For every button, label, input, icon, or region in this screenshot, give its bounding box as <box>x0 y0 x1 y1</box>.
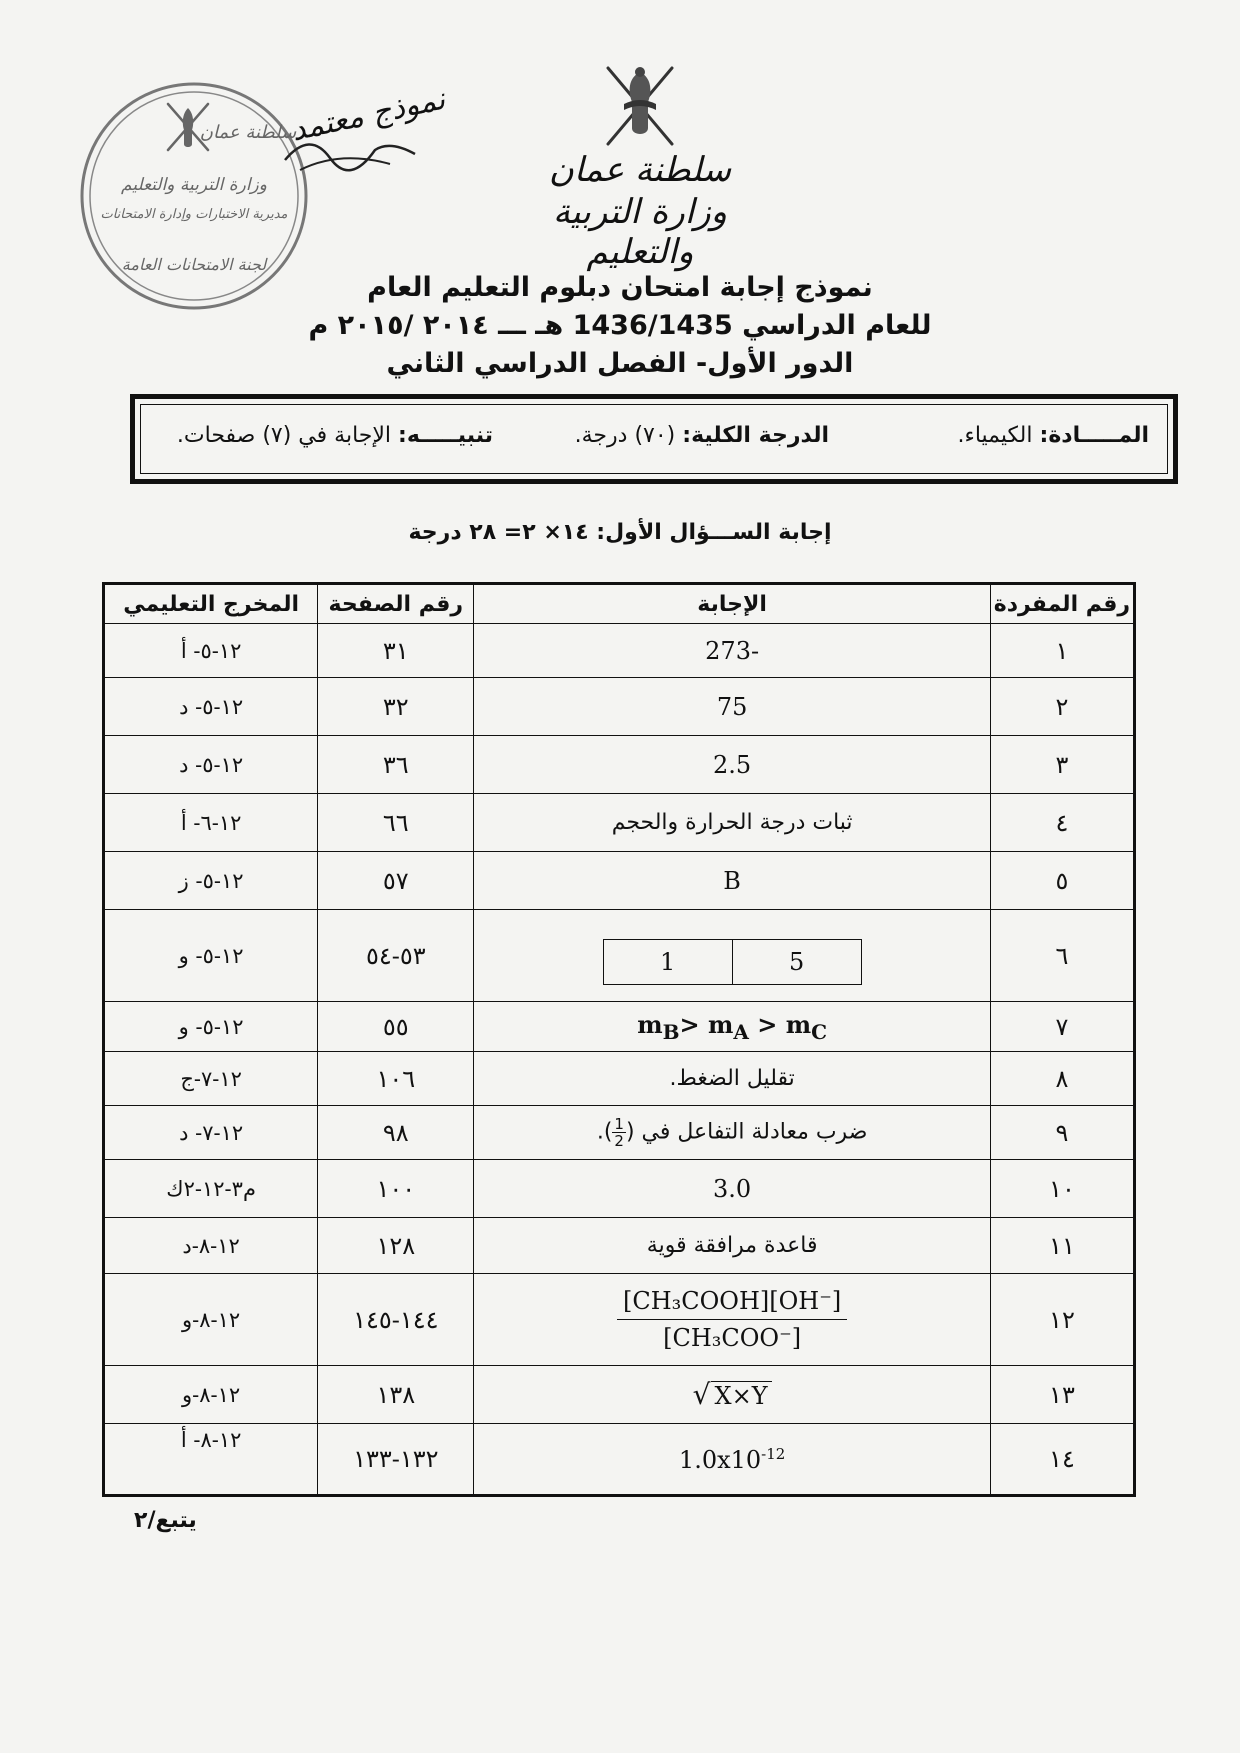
table-header-row <box>104 584 1135 624</box>
header-outcome: المخرج التعليمي <box>104 584 318 624</box>
learning-outcome: ١٢-٥- و <box>104 910 318 1002</box>
mass-subscript-c: C <box>811 1019 828 1044</box>
mass-subscript-a: A <box>733 1019 749 1044</box>
page-number: ٥٧ <box>318 852 474 910</box>
table-row <box>104 678 1135 736</box>
header-item-number: رقم المفردة <box>990 584 1134 624</box>
item-number: ٧ <box>990 1002 1134 1052</box>
table-row <box>104 1424 1135 1496</box>
scientific-notation <box>679 1446 785 1474</box>
academic-year: للعام الدراسي 1436/1435 هـ ـــ ٢٠١٤ /٢٠١٥ م <box>308 310 932 341</box>
ministry-country-name: سلطنة عمان <box>548 150 732 190</box>
learning-outcome: م٣-١٢-٢ك <box>104 1160 318 1218</box>
page-number: ٦٦ <box>318 794 474 852</box>
radicand: X×Y <box>711 1381 772 1410</box>
item-number: ١ <box>990 624 1134 678</box>
notation-exponent: -12 <box>761 1444 786 1463</box>
item-number: ١٢ <box>990 1274 1134 1366</box>
expression-numerator: [CH₃COOH][OH⁻] <box>617 1287 847 1320</box>
item-number: ٢ <box>990 678 1134 736</box>
mass-subscript-b: B <box>662 1019 680 1044</box>
total-grade-value: (٧٠) درجة. <box>574 423 676 448</box>
table-row <box>104 736 1135 794</box>
total-grade-label: الدرجة الكلية: <box>682 423 829 448</box>
exam-session: الدور الأول- الفصل الدراسي الثاني <box>386 348 854 379</box>
answer-cell: تقليل الضغط. <box>474 1052 991 1106</box>
learning-outcome: ١٢-٥- د <box>104 678 318 736</box>
answer-text: ضرب معادلة التفاعل في <box>641 1119 868 1145</box>
subject-label: المـــــادة: <box>1039 423 1149 448</box>
total-grade-info <box>575 423 829 448</box>
fraction-numerator: 1 <box>614 1115 624 1133</box>
radical-sign-icon: √ <box>692 1378 711 1411</box>
table-row <box>104 1052 1135 1106</box>
learning-outcome: ١٢-٦- أ <box>104 794 318 852</box>
mass-symbol: m <box>785 1009 812 1039</box>
page-number: ٥٥ <box>318 1002 474 1052</box>
ministry-name: وزارة التربية والتعليم <box>552 192 728 272</box>
page-number: ١٠٦ <box>318 1052 474 1106</box>
item-number: ٤ <box>990 794 1134 852</box>
exam-info-box <box>130 394 1178 484</box>
table-row <box>104 1366 1135 1424</box>
item-number: ٥ <box>990 852 1134 910</box>
seal-text-directorate: مديرية الاختبارات وإدارة الامتحانات <box>100 207 288 222</box>
page-number: ١٣٢-١٣٣ <box>318 1424 474 1496</box>
item-number: ٦ <box>990 910 1134 1002</box>
page-number: ٣١ <box>318 624 474 678</box>
mass-symbol: m <box>637 1009 663 1039</box>
answer-cell: 2.5 <box>474 736 991 794</box>
notation-base: 1.0x10 <box>678 1445 762 1474</box>
learning-outcome: ١٢-٥- أ <box>104 624 318 678</box>
page-number: ١٢٨ <box>318 1218 474 1274</box>
mass-symbol: m <box>707 1009 734 1039</box>
greater-than-sign: > <box>679 1009 708 1039</box>
fraction-half <box>612 1116 626 1149</box>
learning-outcome: ١٢-٥- د <box>104 736 318 794</box>
learning-outcome: ١٢-٨-د <box>104 1218 318 1274</box>
learning-outcome: ١٢-٨-و <box>104 1366 318 1424</box>
answer-cell <box>474 910 991 1002</box>
answer-cell <box>474 1002 991 1052</box>
page-number: ١٣٨ <box>318 1366 474 1424</box>
subject-info <box>958 423 1150 448</box>
equilibrium-expression <box>617 1287 847 1352</box>
table-row <box>104 1274 1135 1366</box>
answer-cell <box>474 1366 991 1424</box>
learning-outcome: ١٢-٧-ج <box>104 1052 318 1106</box>
oman-emblem-icon <box>598 58 682 154</box>
table-row <box>104 1218 1135 1274</box>
answer-cell: 3.0 <box>474 1160 991 1218</box>
answer-cell <box>474 1424 991 1496</box>
table-row <box>104 1002 1135 1052</box>
item-number: ١٣ <box>990 1366 1134 1424</box>
answer-cell: 75 <box>474 678 991 736</box>
item-number: ١٤ <box>990 1424 1134 1496</box>
seal-text-top: سلطنة عمان <box>199 122 297 143</box>
page-title: نموذج إجابة امتحان دبلوم التعليم العام <box>367 272 873 303</box>
answer-box-left: 1 <box>604 940 733 984</box>
table-row <box>104 794 1135 852</box>
learning-outcome: ١٢-٥- و <box>104 1002 318 1052</box>
page-number: ١٤٤-١٤٥ <box>318 1274 474 1366</box>
seal-text-bottom: لجنة الامتحانات العامة <box>121 255 267 274</box>
table-row <box>104 1160 1135 1218</box>
item-number: ٨ <box>990 1052 1134 1106</box>
continued-note: يتبع/٢ <box>134 1508 197 1533</box>
answer-cell: ثبات درجة الحرارة والحجم <box>474 794 991 852</box>
header-answer: الإجابة <box>474 584 991 624</box>
answers-table <box>102 582 1136 1497</box>
answer-box-right: 5 <box>788 947 805 976</box>
page-number: ٥٣-٥٤ <box>318 910 474 1002</box>
learning-outcome: ١٢-٥- ز <box>104 852 318 910</box>
answer-cell: ضرب معادلة التفاعل في ( $\frac{1}{2}$ ). <box>474 1106 991 1160</box>
square-root-expression <box>693 1378 772 1411</box>
answer-cell: B <box>474 852 991 910</box>
note-label: تنبيـــــه: <box>398 423 493 448</box>
item-number: ٣ <box>990 736 1134 794</box>
learning-outcome: ١٢-٧- د <box>104 1106 318 1160</box>
greater-than-sign: > <box>748 1009 786 1039</box>
answer-cell <box>474 1274 991 1366</box>
learning-outcome: ١٢-٨- أ <box>104 1424 318 1496</box>
table-row <box>104 852 1135 910</box>
mass-inequality <box>637 1009 828 1044</box>
note-info <box>177 423 493 448</box>
page-number: ١٠٠ <box>318 1160 474 1218</box>
answer-cell: قاعدة مرافقة قوية <box>474 1218 991 1274</box>
page-number: ٣٦ <box>318 736 474 794</box>
expression-denominator: [CH₃COO⁻] <box>663 1324 802 1352</box>
question-1-heading: إجابة الســـؤال الأول: ١٤× ٢= ٢٨ درجة <box>408 520 832 545</box>
approved-model-signature: نموذج معتمد <box>288 81 449 149</box>
header-page-number: رقم الصفحة <box>318 584 474 624</box>
table-row <box>104 624 1135 678</box>
table-row <box>104 1106 1135 1160</box>
page-number: ٩٨ <box>318 1106 474 1160</box>
signature-scribble-icon <box>280 120 420 180</box>
answer-box-pair <box>603 939 862 985</box>
fraction-denominator: 2 <box>614 1132 624 1150</box>
table-row <box>104 910 1135 1002</box>
subject-value: الكيمياء. <box>957 423 1033 448</box>
item-number: ٩ <box>990 1106 1134 1160</box>
learning-outcome: ١٢-٨-و <box>104 1274 318 1366</box>
page-number: ٣٢ <box>318 678 474 736</box>
item-number: ١٠ <box>990 1160 1134 1218</box>
note-value: الإجابة في (٧) صفحات. <box>176 423 392 448</box>
item-number: ١١ <box>990 1218 1134 1274</box>
answer-cell: -273 <box>474 624 991 678</box>
seal-text-ministry: وزارة التربية والتعليم <box>121 175 267 195</box>
